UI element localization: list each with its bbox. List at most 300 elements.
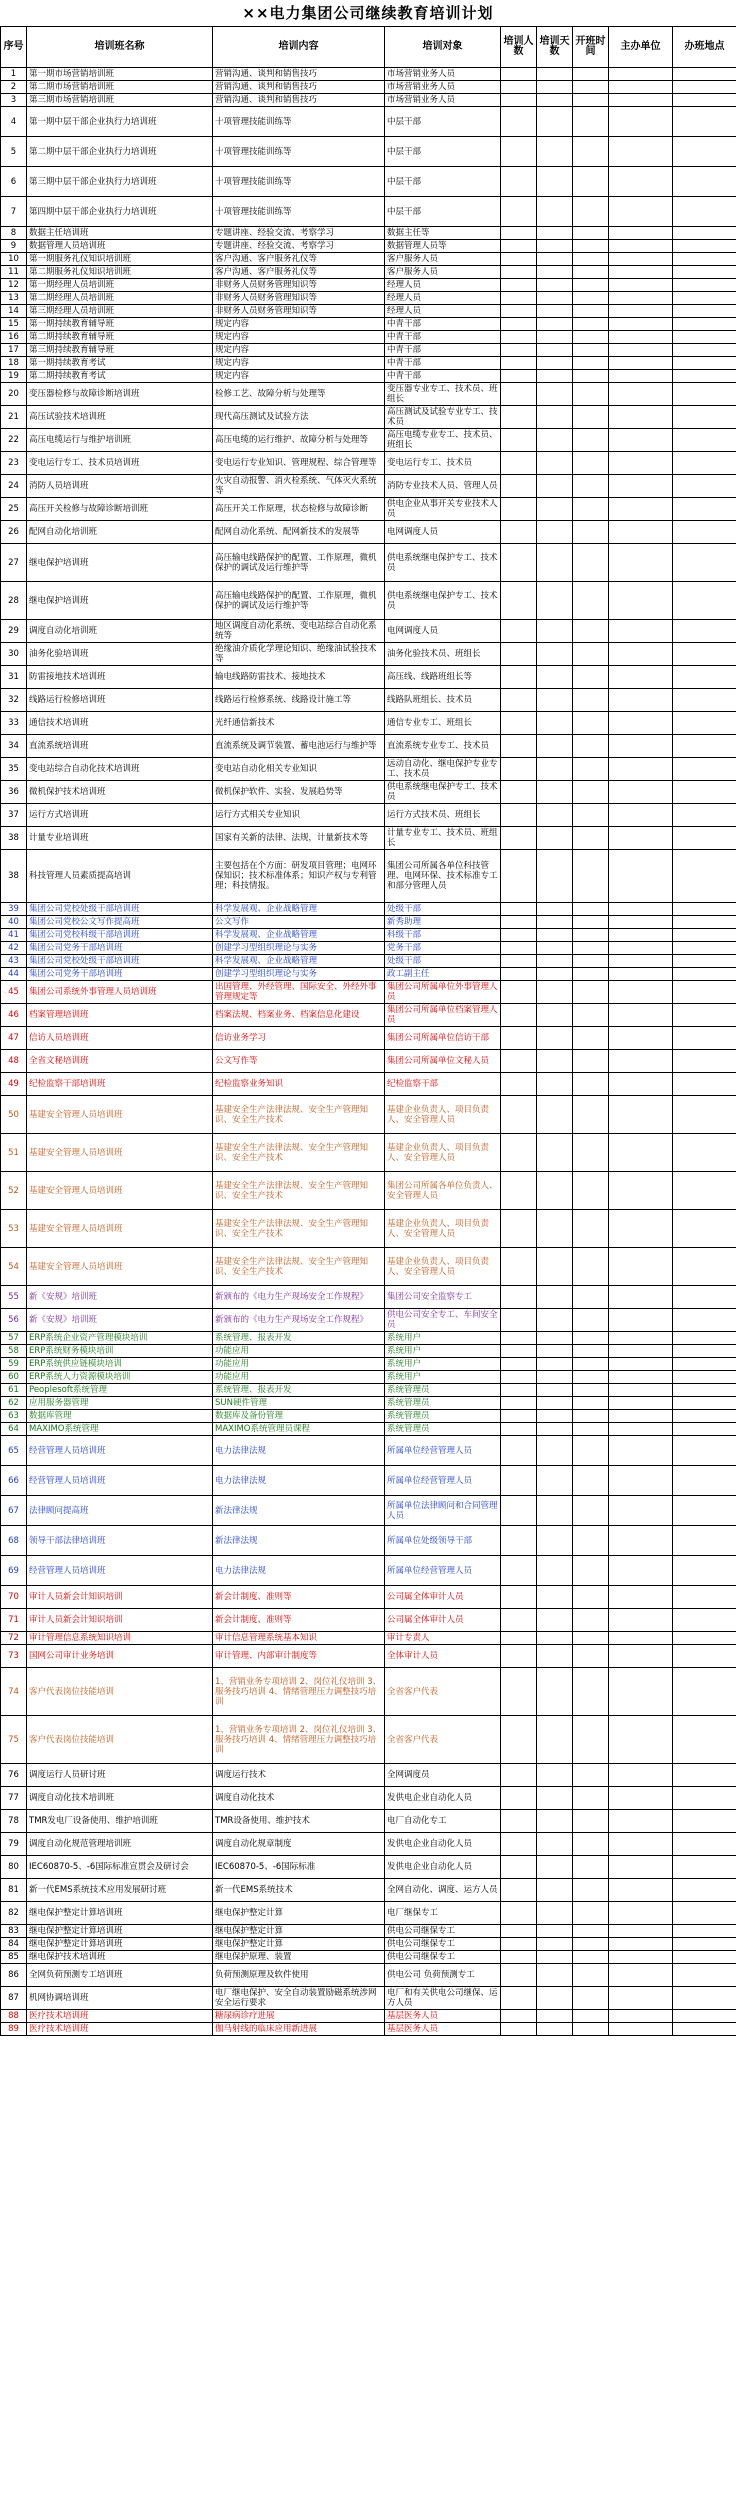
start-time-cell[interactable]	[573, 137, 609, 167]
venue-cell[interactable]	[673, 240, 736, 253]
trainee-count-cell[interactable]	[501, 383, 537, 406]
course-content-cell[interactable]: 十项管理技能训练等	[213, 167, 385, 197]
organizer-cell[interactable]	[609, 1309, 673, 1332]
training-days-cell[interactable]	[537, 1436, 573, 1466]
venue-cell[interactable]	[673, 1309, 736, 1332]
trainee-count-cell[interactable]	[501, 1964, 537, 1987]
venue-cell[interactable]	[673, 2010, 736, 2023]
start-time-cell[interactable]	[573, 1410, 609, 1423]
trainee-count-cell[interactable]	[501, 1397, 537, 1410]
course-name-cell[interactable]: 集团公司党校科级干部培训班	[27, 929, 213, 942]
organizer-cell[interactable]	[609, 137, 673, 167]
trainee-count-cell[interactable]	[501, 81, 537, 94]
course-name-cell[interactable]: IEC60870-5、-6国际标准宣贯会及研讨会	[27, 1856, 213, 1879]
row-number-cell[interactable]: 35	[1, 758, 27, 781]
start-time-cell[interactable]	[573, 279, 609, 292]
course-name-cell[interactable]: 经营管理人员培训班	[27, 1556, 213, 1586]
venue-cell[interactable]	[673, 475, 736, 498]
training-days-cell[interactable]	[537, 981, 573, 1004]
row-number-cell[interactable]: 66	[1, 1466, 27, 1496]
row-number-cell[interactable]: 47	[1, 1027, 27, 1050]
organizer-cell[interactable]	[609, 279, 673, 292]
course-content-cell[interactable]: 科学发展观、企业战略管理	[213, 929, 385, 942]
organizer-cell[interactable]	[609, 383, 673, 406]
course-name-cell[interactable]: 消防人员培训班	[27, 475, 213, 498]
organizer-cell[interactable]	[609, 1004, 673, 1027]
start-time-cell[interactable]	[573, 1073, 609, 1096]
venue-cell[interactable]	[673, 1050, 736, 1073]
start-time-cell[interactable]	[573, 666, 609, 689]
start-time-cell[interactable]	[573, 2010, 609, 2023]
start-time-cell[interactable]	[573, 1096, 609, 1134]
course-target-cell[interactable]: 公司属全体审计人员	[385, 1586, 501, 1609]
course-target-cell[interactable]: 系统用户	[385, 1358, 501, 1371]
course-name-cell[interactable]: 审计人员新会计知识培训	[27, 1609, 213, 1632]
organizer-cell[interactable]	[609, 1496, 673, 1526]
venue-cell[interactable]	[673, 1286, 736, 1309]
course-target-cell[interactable]: 市场营销业务人员	[385, 68, 501, 81]
course-content-cell[interactable]: 专题讲座、经验交流、考察学习	[213, 240, 385, 253]
row-number-cell[interactable]: 71	[1, 1609, 27, 1632]
course-name-cell[interactable]: 经营管理人员培训班	[27, 1436, 213, 1466]
course-content-cell[interactable]: 创建学习型组织理论与实务	[213, 942, 385, 955]
organizer-cell[interactable]	[609, 475, 673, 498]
start-time-cell[interactable]	[573, 1345, 609, 1358]
organizer-cell[interactable]	[609, 406, 673, 429]
trainee-count-cell[interactable]	[501, 850, 537, 903]
course-name-cell[interactable]: 客户代表岗位技能培训	[27, 1668, 213, 1716]
trainee-count-cell[interactable]	[501, 1210, 537, 1248]
trainee-count-cell[interactable]	[501, 666, 537, 689]
course-content-cell[interactable]: 功能应用	[213, 1345, 385, 1358]
venue-cell[interactable]	[673, 370, 736, 383]
start-time-cell[interactable]	[573, 942, 609, 955]
row-number-cell[interactable]: 4	[1, 107, 27, 137]
course-name-cell[interactable]: 线路运行检修培训班	[27, 689, 213, 712]
trainee-count-cell[interactable]	[501, 1096, 537, 1134]
course-content-cell[interactable]: 信访业务学习	[213, 1027, 385, 1050]
start-time-cell[interactable]	[573, 475, 609, 498]
course-target-cell[interactable]: 供电系统继电保护专工、技术员	[385, 544, 501, 582]
venue-cell[interactable]	[673, 1358, 736, 1371]
venue-cell[interactable]	[673, 544, 736, 582]
start-time-cell[interactable]	[573, 253, 609, 266]
course-content-cell[interactable]: 基建安全生产法律法规、安全生产管理知识、安全生产技术	[213, 1248, 385, 1286]
course-name-cell[interactable]: 基建安全管理人员培训班	[27, 1096, 213, 1134]
row-number-cell[interactable]: 78	[1, 1810, 27, 1833]
venue-cell[interactable]	[673, 1964, 736, 1987]
training-days-cell[interactable]	[537, 1902, 573, 1925]
start-time-cell[interactable]	[573, 383, 609, 406]
trainee-count-cell[interactable]	[501, 735, 537, 758]
organizer-cell[interactable]	[609, 735, 673, 758]
trainee-count-cell[interactable]	[501, 1556, 537, 1586]
organizer-cell[interactable]	[609, 1964, 673, 1987]
start-time-cell[interactable]	[573, 1938, 609, 1951]
venue-cell[interactable]	[673, 253, 736, 266]
training-days-cell[interactable]	[537, 544, 573, 582]
row-number-cell[interactable]: 40	[1, 916, 27, 929]
course-name-cell[interactable]: 科技管理人员素质提高培训	[27, 850, 213, 903]
course-name-cell[interactable]: 集团公司党务干部培训班	[27, 942, 213, 955]
course-content-cell[interactable]: 电厂继电保护、安全自动装置励磁系统涉网安全运行要求	[213, 1987, 385, 2010]
organizer-cell[interactable]	[609, 712, 673, 735]
course-name-cell[interactable]: ERP系统供应链模块培训	[27, 1358, 213, 1371]
start-time-cell[interactable]	[573, 981, 609, 1004]
training-days-cell[interactable]	[537, 1925, 573, 1938]
organizer-cell[interactable]	[609, 1384, 673, 1397]
course-target-cell[interactable]: 变电运行专工、技术员	[385, 452, 501, 475]
course-target-cell[interactable]: 全省客户代表	[385, 1668, 501, 1716]
venue-cell[interactable]	[673, 1810, 736, 1833]
training-days-cell[interactable]	[537, 850, 573, 903]
course-name-cell[interactable]: 继电保护培训班	[27, 544, 213, 582]
training-days-cell[interactable]	[537, 1833, 573, 1856]
start-time-cell[interactable]	[573, 804, 609, 827]
venue-cell[interactable]	[673, 266, 736, 279]
start-time-cell[interactable]	[573, 2023, 609, 2036]
start-time-cell[interactable]	[573, 1172, 609, 1210]
course-name-cell[interactable]: 第一期经理人员培训班	[27, 279, 213, 292]
training-days-cell[interactable]	[537, 227, 573, 240]
course-name-cell[interactable]: 医疗技术培训班	[27, 2023, 213, 2036]
course-target-cell[interactable]: 发供电企业自动化人员	[385, 1787, 501, 1810]
organizer-cell[interactable]	[609, 452, 673, 475]
trainee-count-cell[interactable]	[501, 1286, 537, 1309]
row-number-cell[interactable]: 86	[1, 1964, 27, 1987]
course-name-cell[interactable]: 继电保护整定计算培训班	[27, 1938, 213, 1951]
course-content-cell[interactable]: 1、营销业务专项培训 2、岗位礼仪培训 3、服务技巧培训 4、情绪管理压力调整技巧培训	[213, 1716, 385, 1764]
course-content-cell[interactable]: 糖尿病诊疗进展	[213, 2010, 385, 2023]
venue-cell[interactable]	[673, 383, 736, 406]
start-time-cell[interactable]	[573, 521, 609, 544]
trainee-count-cell[interactable]	[501, 781, 537, 804]
course-name-cell[interactable]: 第二期服务礼仪知识培训班	[27, 266, 213, 279]
organizer-cell[interactable]	[609, 1987, 673, 2010]
start-time-cell[interactable]	[573, 544, 609, 582]
organizer-cell[interactable]	[609, 916, 673, 929]
course-name-cell[interactable]: 调度自动化技术培训班	[27, 1787, 213, 1810]
course-content-cell[interactable]: 新一代EMS系统技术	[213, 1879, 385, 1902]
course-target-cell[interactable]: 经理人员	[385, 279, 501, 292]
row-number-cell[interactable]: 20	[1, 383, 27, 406]
start-time-cell[interactable]	[573, 929, 609, 942]
training-days-cell[interactable]	[537, 344, 573, 357]
course-content-cell[interactable]: 1、营销业务专项培训 2、岗位礼仪培训 3、服务技巧培训 4、情绪管理压力调整技巧培训	[213, 1668, 385, 1716]
course-name-cell[interactable]: 直流系统培训班	[27, 735, 213, 758]
venue-cell[interactable]	[673, 1764, 736, 1787]
organizer-cell[interactable]	[609, 544, 673, 582]
venue-cell[interactable]	[673, 292, 736, 305]
course-target-cell[interactable]: 直流系统专业专工、技术员	[385, 735, 501, 758]
course-name-cell[interactable]: 微机保护技术培训班	[27, 781, 213, 804]
start-time-cell[interactable]	[573, 94, 609, 107]
training-days-cell[interactable]	[537, 1645, 573, 1668]
course-target-cell[interactable]: 政工副主任	[385, 968, 501, 981]
training-days-cell[interactable]	[537, 521, 573, 544]
venue-cell[interactable]	[673, 1096, 736, 1134]
trainee-count-cell[interactable]	[501, 1050, 537, 1073]
row-number-cell[interactable]: 73	[1, 1645, 27, 1668]
start-time-cell[interactable]	[573, 1987, 609, 2010]
start-time-cell[interactable]	[573, 1027, 609, 1050]
training-days-cell[interactable]	[537, 827, 573, 850]
venue-cell[interactable]	[673, 81, 736, 94]
training-days-cell[interactable]	[537, 1050, 573, 1073]
course-name-cell[interactable]: 防雷接地技术培训班	[27, 666, 213, 689]
course-target-cell[interactable]: 市场营销业务人员	[385, 94, 501, 107]
row-number-cell[interactable]: 81	[1, 1879, 27, 1902]
course-target-cell[interactable]: 发供电企业自动化人员	[385, 1856, 501, 1879]
start-time-cell[interactable]	[573, 827, 609, 850]
training-days-cell[interactable]	[537, 1248, 573, 1286]
start-time-cell[interactable]	[573, 1556, 609, 1586]
start-time-cell[interactable]	[573, 1004, 609, 1027]
training-days-cell[interactable]	[537, 643, 573, 666]
trainee-count-cell[interactable]	[501, 1496, 537, 1526]
row-number-cell[interactable]: 31	[1, 666, 27, 689]
start-time-cell[interactable]	[573, 1902, 609, 1925]
venue-cell[interactable]	[673, 498, 736, 521]
trainee-count-cell[interactable]	[501, 331, 537, 344]
training-days-cell[interactable]	[537, 1384, 573, 1397]
row-number-cell[interactable]: 60	[1, 1371, 27, 1384]
course-content-cell[interactable]: 审计管理、内部审计制度等	[213, 1645, 385, 1668]
organizer-cell[interactable]	[609, 1436, 673, 1466]
course-target-cell[interactable]: 系统管理员	[385, 1423, 501, 1436]
course-content-cell[interactable]: 规定内容	[213, 331, 385, 344]
start-time-cell[interactable]	[573, 735, 609, 758]
start-time-cell[interactable]	[573, 1787, 609, 1810]
course-target-cell[interactable]: 基层医务人员	[385, 2023, 501, 2036]
trainee-count-cell[interactable]	[501, 94, 537, 107]
trainee-count-cell[interactable]	[501, 827, 537, 850]
training-days-cell[interactable]	[537, 968, 573, 981]
training-days-cell[interactable]	[537, 1345, 573, 1358]
row-number-cell[interactable]: 59	[1, 1358, 27, 1371]
training-days-cell[interactable]	[537, 1410, 573, 1423]
start-time-cell[interactable]	[573, 266, 609, 279]
course-name-cell[interactable]: 第二期市场营销培训班	[27, 81, 213, 94]
row-number-cell[interactable]: 76	[1, 1764, 27, 1787]
start-time-cell[interactable]	[573, 429, 609, 452]
start-time-cell[interactable]	[573, 227, 609, 240]
course-name-cell[interactable]: 第三期市场营销培训班	[27, 94, 213, 107]
course-content-cell[interactable]: 调度自动化规章制度	[213, 1833, 385, 1856]
venue-cell[interactable]	[673, 1073, 736, 1096]
row-number-cell[interactable]: 87	[1, 1987, 27, 2010]
course-target-cell[interactable]: 高压线、线路班组长等	[385, 666, 501, 689]
training-days-cell[interactable]	[537, 1466, 573, 1496]
start-time-cell[interactable]	[573, 781, 609, 804]
organizer-cell[interactable]	[609, 1586, 673, 1609]
course-name-cell[interactable]: 新一代EMS系统技术应用发展研讨班	[27, 1879, 213, 1902]
course-target-cell[interactable]: 供电系统继电保护专工、技术员	[385, 582, 501, 620]
trainee-count-cell[interactable]	[501, 253, 537, 266]
organizer-cell[interactable]	[609, 521, 673, 544]
venue-cell[interactable]	[673, 955, 736, 968]
venue-cell[interactable]	[673, 1645, 736, 1668]
training-days-cell[interactable]	[537, 240, 573, 253]
venue-cell[interactable]	[673, 167, 736, 197]
organizer-cell[interactable]	[609, 81, 673, 94]
organizer-cell[interactable]	[609, 331, 673, 344]
start-time-cell[interactable]	[573, 1466, 609, 1496]
trainee-count-cell[interactable]	[501, 429, 537, 452]
course-target-cell[interactable]: 中青干部	[385, 357, 501, 370]
venue-cell[interactable]	[673, 1879, 736, 1902]
course-target-cell[interactable]: 数据主任等	[385, 227, 501, 240]
training-days-cell[interactable]	[537, 1987, 573, 2010]
training-days-cell[interactable]	[537, 1397, 573, 1410]
venue-cell[interactable]	[673, 318, 736, 331]
row-number-cell[interactable]: 58	[1, 1345, 27, 1358]
start-time-cell[interactable]	[573, 1358, 609, 1371]
trainee-count-cell[interactable]	[501, 1371, 537, 1384]
course-target-cell[interactable]: 党务干部	[385, 942, 501, 955]
trainee-count-cell[interactable]	[501, 1609, 537, 1632]
course-content-cell[interactable]: SUN硬件管理	[213, 1397, 385, 1410]
course-content-cell[interactable]: 线路运行检修系统、线路设计施工等	[213, 689, 385, 712]
course-target-cell[interactable]: 通信专业专工、班组长	[385, 712, 501, 735]
row-number-cell[interactable]: 57	[1, 1332, 27, 1345]
course-content-cell[interactable]: 基建安全生产法律法规、安全生产管理知识、安全生产技术	[213, 1134, 385, 1172]
start-time-cell[interactable]	[573, 1397, 609, 1410]
course-content-cell[interactable]: 非财务人员财务管理知识等	[213, 292, 385, 305]
venue-cell[interactable]	[673, 689, 736, 712]
start-time-cell[interactable]	[573, 1645, 609, 1668]
training-days-cell[interactable]	[537, 1810, 573, 1833]
course-content-cell[interactable]: 科学发展观、企业战略管理	[213, 955, 385, 968]
course-target-cell[interactable]: 供电公司安全专工、车间安全员	[385, 1309, 501, 1332]
row-number-cell[interactable]: 21	[1, 406, 27, 429]
start-time-cell[interactable]	[573, 850, 609, 903]
course-content-cell[interactable]: 功能应用	[213, 1371, 385, 1384]
course-target-cell[interactable]: 电网调度人员	[385, 620, 501, 643]
start-time-cell[interactable]	[573, 1964, 609, 1987]
organizer-cell[interactable]	[609, 1645, 673, 1668]
course-target-cell[interactable]: 全网调度员	[385, 1764, 501, 1787]
course-content-cell[interactable]: 审计信息管理系统基本知识	[213, 1632, 385, 1645]
start-time-cell[interactable]	[573, 1879, 609, 1902]
row-number-cell[interactable]: 89	[1, 2023, 27, 2036]
organizer-cell[interactable]	[609, 344, 673, 357]
course-content-cell[interactable]: 系统管理、报表开发	[213, 1384, 385, 1397]
course-target-cell[interactable]: 中青干部	[385, 344, 501, 357]
training-days-cell[interactable]	[537, 689, 573, 712]
venue-cell[interactable]	[673, 344, 736, 357]
start-time-cell[interactable]	[573, 344, 609, 357]
start-time-cell[interactable]	[573, 292, 609, 305]
course-target-cell[interactable]: 中青干部	[385, 318, 501, 331]
course-content-cell[interactable]: 基建安全生产法律法规、安全生产管理知识、安全生产技术	[213, 1172, 385, 1210]
row-number-cell[interactable]: 9	[1, 240, 27, 253]
course-name-cell[interactable]: 变电运行专工、技术员培训班	[27, 452, 213, 475]
course-name-cell[interactable]: 基建安全管理人员培训班	[27, 1248, 213, 1286]
row-number-cell[interactable]: 80	[1, 1856, 27, 1879]
row-number-cell[interactable]: 62	[1, 1397, 27, 1410]
trainee-count-cell[interactable]	[501, 318, 537, 331]
course-name-cell[interactable]: 调度运行人员研讨班	[27, 1764, 213, 1787]
training-days-cell[interactable]	[537, 735, 573, 758]
course-name-cell[interactable]: 审计人员新会计知识培训	[27, 1586, 213, 1609]
course-target-cell[interactable]: 供电企业从事开关专业技术人员	[385, 498, 501, 521]
row-number-cell[interactable]: 34	[1, 735, 27, 758]
course-content-cell[interactable]: 变电站自动化相关专业知识	[213, 758, 385, 781]
trainee-count-cell[interactable]	[501, 167, 537, 197]
course-target-cell[interactable]: 新秀助理	[385, 916, 501, 929]
course-content-cell[interactable]: 继电保护整定计算	[213, 1938, 385, 1951]
row-number-cell[interactable]: 24	[1, 475, 27, 498]
course-target-cell[interactable]: 集团公司所属单位文秘人员	[385, 1050, 501, 1073]
course-name-cell[interactable]: 基建安全管理人员培训班	[27, 1172, 213, 1210]
course-content-cell[interactable]: 十项管理技能训练等	[213, 107, 385, 137]
course-name-cell[interactable]: 集团公司党校公文写作提高班	[27, 916, 213, 929]
training-days-cell[interactable]	[537, 406, 573, 429]
start-time-cell[interactable]	[573, 916, 609, 929]
training-days-cell[interactable]	[537, 1172, 573, 1210]
row-number-cell[interactable]: 70	[1, 1586, 27, 1609]
course-content-cell[interactable]: 新会计制度、准则等	[213, 1609, 385, 1632]
row-number-cell[interactable]: 11	[1, 266, 27, 279]
course-name-cell[interactable]: 领导干部法律培训班	[27, 1526, 213, 1556]
row-number-cell[interactable]: 75	[1, 1716, 27, 1764]
venue-cell[interactable]	[673, 1668, 736, 1716]
course-name-cell[interactable]: MAXIMO系统管理	[27, 1423, 213, 1436]
row-number-cell[interactable]: 27	[1, 544, 27, 582]
venue-cell[interactable]	[673, 643, 736, 666]
course-target-cell[interactable]: 数据管理人员等	[385, 240, 501, 253]
row-number-cell[interactable]: 42	[1, 942, 27, 955]
course-content-cell[interactable]: 营销沟通、谈判和销售技巧	[213, 68, 385, 81]
organizer-cell[interactable]	[609, 94, 673, 107]
venue-cell[interactable]	[673, 968, 736, 981]
course-content-cell[interactable]: 新会计制度、准则等	[213, 1586, 385, 1609]
training-days-cell[interactable]	[537, 1964, 573, 1987]
course-name-cell[interactable]: 通信技术培训班	[27, 712, 213, 735]
course-name-cell[interactable]: 法律顾问提高班	[27, 1496, 213, 1526]
organizer-cell[interactable]	[609, 804, 673, 827]
course-name-cell[interactable]: 应用服务器管理	[27, 1397, 213, 1410]
start-time-cell[interactable]	[573, 1050, 609, 1073]
course-name-cell[interactable]: 油务化验培训班	[27, 643, 213, 666]
course-content-cell[interactable]: 主要包括在个方面：研发项目管理；电网环保知识；技术标准体系；知识产权与专利管理；科技情报。	[213, 850, 385, 903]
course-content-cell[interactable]: 负荷预测原理及软件使用	[213, 1964, 385, 1987]
trainee-count-cell[interactable]	[501, 1345, 537, 1358]
training-days-cell[interactable]	[537, 1586, 573, 1609]
course-target-cell[interactable]: 系统用户	[385, 1332, 501, 1345]
course-target-cell[interactable]: 中层干部	[385, 197, 501, 227]
venue-cell[interactable]	[673, 1556, 736, 1586]
course-name-cell[interactable]: 档案管理培训班	[27, 1004, 213, 1027]
course-name-cell[interactable]: 集团公司党校处级干部培训班	[27, 955, 213, 968]
venue-cell[interactable]	[673, 758, 736, 781]
trainee-count-cell[interactable]	[501, 1526, 537, 1556]
course-content-cell[interactable]: 非财务人员财务管理知识等	[213, 279, 385, 292]
venue-cell[interactable]	[673, 1436, 736, 1466]
row-number-cell[interactable]: 48	[1, 1050, 27, 1073]
course-name-cell[interactable]: 数据主任培训班	[27, 227, 213, 240]
course-target-cell[interactable]: 科级干部	[385, 929, 501, 942]
course-content-cell[interactable]: MAXIMO系统管理员课程	[213, 1423, 385, 1436]
venue-cell[interactable]	[673, 903, 736, 916]
course-content-cell[interactable]: 营销沟通、谈判和销售技巧	[213, 81, 385, 94]
trainee-count-cell[interactable]	[501, 1833, 537, 1856]
row-number-cell[interactable]: 69	[1, 1556, 27, 1586]
row-number-cell[interactable]: 2	[1, 81, 27, 94]
training-days-cell[interactable]	[537, 1764, 573, 1787]
venue-cell[interactable]	[673, 331, 736, 344]
